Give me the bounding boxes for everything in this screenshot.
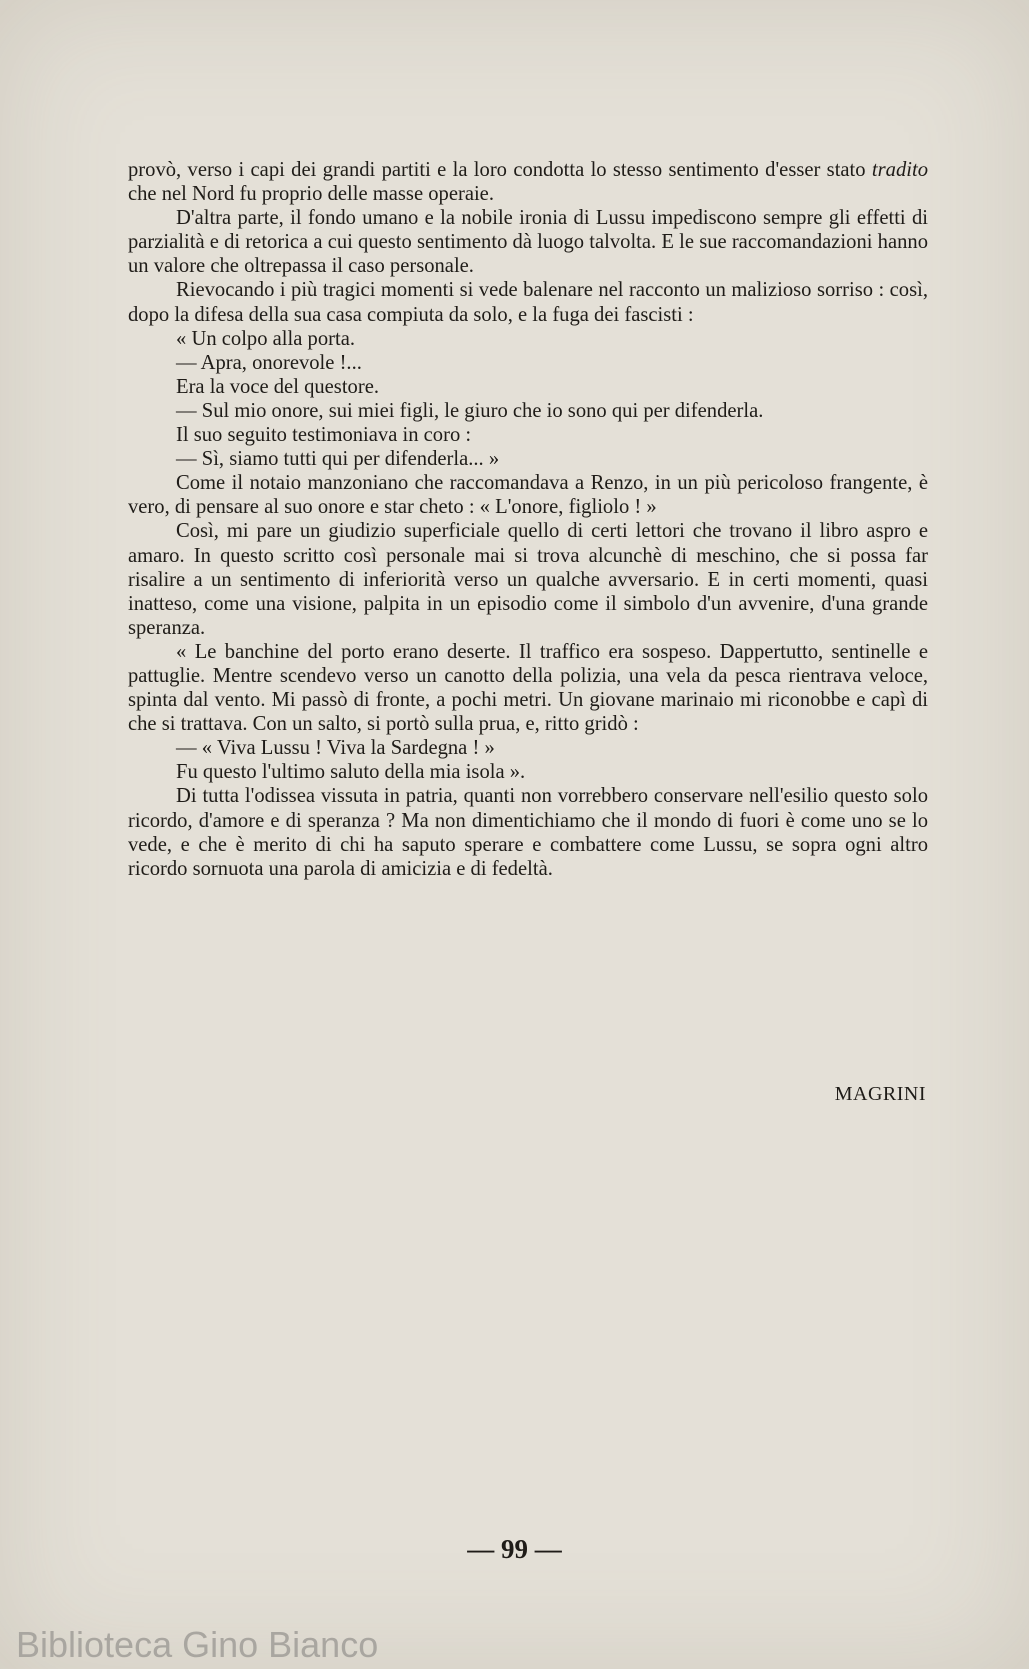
paragraph-6: Era la voce del questore. bbox=[176, 375, 379, 398]
paragraph-12: « Le banchine del porto erano deserte. Il traffico era sospeso. Dappertutto, sentinelle e pattuglie. Mentre scendevo verso un canotto della polizia, una vela da pesca rientrava veloce, spinta dal vento. Mi passò di fronte, a pochi metri. Un giovane marinaio mi riconobbe e capì di che si trattava. Con un salto, si portò sulla prua, e, ritto gridò : bbox=[128, 640, 928, 736]
paragraph-7: — Sul mio onore, sui miei figli, le giuro che io sono qui per difenderla. bbox=[176, 399, 764, 422]
paragraph-10: Come il notaio manzoniano che raccomandava a Renzo, in un più pericoloso frangente, è vero, di pensare al suo onore e star cheto : « L'onore, figliolo ! » bbox=[128, 472, 928, 519]
italic-word: tradito bbox=[871, 159, 928, 181]
page-number: — 99 — bbox=[467, 1534, 562, 1564]
paragraph-11: Così, mi pare un giudizio superficiale quello di certi lettori che trovano il libro aspro e amaro. In questo scritto così personale mai si trova alcunchè di meschino, che si possa far risalire a un sentimento di inferiorità verso un qualche avversario. E in certi momenti, quasi inatteso, come una visione, palpita in un episodio come il simbolo d'un avvenire, d'una grande speranza. bbox=[128, 520, 928, 639]
paragraph-4: « Un colpo alla porta. bbox=[176, 327, 355, 350]
article-text bbox=[128, 158, 928, 881]
paragraph-9: — Sì, siamo tutti qui per difenderla... » bbox=[176, 448, 500, 471]
paragraph-14: Fu questo l'ultimo saluto della mia isola ». bbox=[176, 761, 526, 784]
paragraph-13: — « Viva Lussu ! Viva la Sardegna ! » bbox=[176, 737, 495, 760]
author-signature: MAGRINI bbox=[834, 1083, 926, 1105]
paragraph-1: provò, verso i capi dei grandi partiti e la loro condotta lo stesso sentimento d'esser stato tradito che nel Nord fu proprio delle masse operaie. bbox=[128, 159, 928, 206]
paragraph-15: Di tutta l'odissea vissuta in patria, quanti non vorrebbero conservare nell'esilio questo solo ricordo, d'amore e di speranza ? Ma non dimentichiamo che il mondo di fuori è come uno se lo vede, e che è merito di chi ha saputo sperare e combattere come Lussu, se sopra ogni altro ricordo sornuota una parola di amicizia e di fedeltà. bbox=[128, 785, 928, 880]
paragraph-8: Il suo seguito testimoniava in coro : bbox=[176, 424, 472, 447]
paragraph-3: Rievocando i più tragici momenti si vede balenare nel racconto un malizioso sorriso : così, dopo la difesa della sua casa compiuta da solo, e la fuga dei fascisti : bbox=[128, 279, 928, 326]
paragraph-2: D'altra parte, il fondo umano e la nobile ironia di Lussu impediscono sempre gli effetti di parzialità e di retorica a cui questo sentimento dà luogo talvolta. E le sue raccomandazioni hanno un valore che oltrepassa il caso personale. bbox=[128, 207, 928, 278]
paragraph-5: — Apra, onorevole !... bbox=[176, 351, 362, 374]
library-watermark: Biblioteca Gino Bianco bbox=[16, 1624, 379, 1665]
